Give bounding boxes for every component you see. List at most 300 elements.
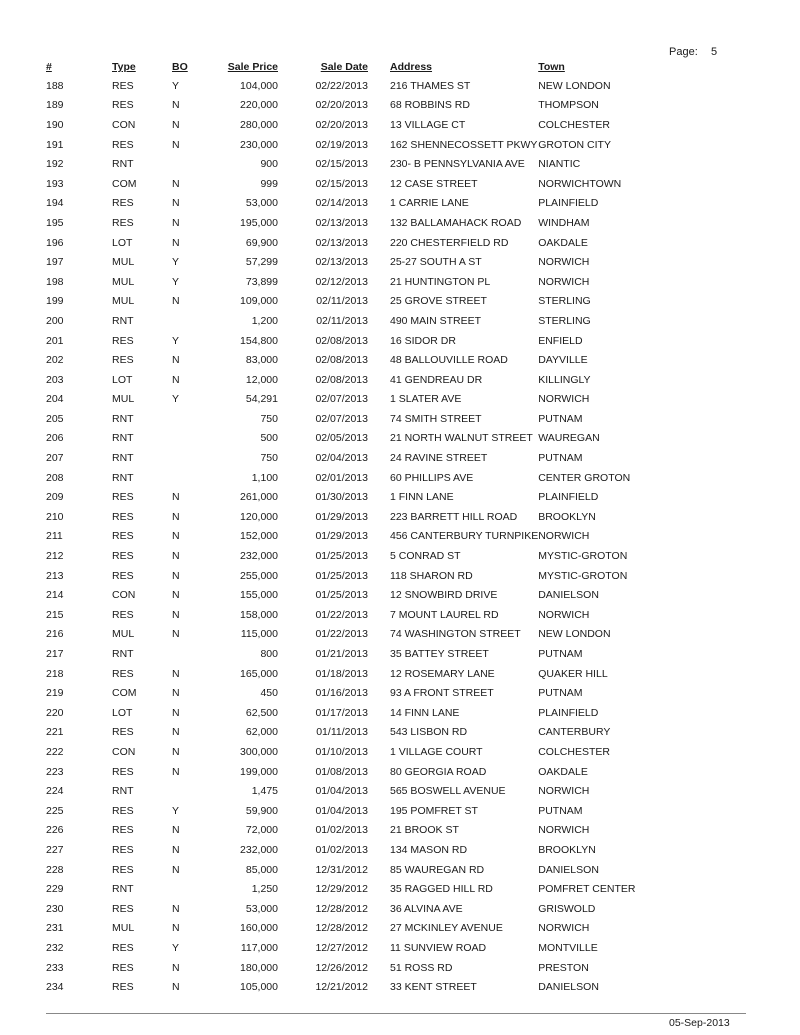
cell-sale-date: 02/19/2013 <box>315 138 368 151</box>
table-row <box>46 115 638 135</box>
cell-sale-price: 109,000 <box>240 295 278 308</box>
cell-type: MUL <box>112 275 135 288</box>
cell-number: 228 <box>46 863 64 876</box>
cell-number: 230 <box>46 902 64 915</box>
cell-address: 48 BALLOUVILLE ROAD <box>390 354 508 367</box>
cell-type: MUL <box>112 628 135 641</box>
column-header-number: # <box>46 61 52 73</box>
cell-address: 80 GEORGIA ROAD <box>390 765 487 778</box>
cell-sale-date: 12/28/2012 <box>315 922 368 935</box>
cell-sale-date: 01/04/2013 <box>315 804 368 817</box>
cell-number: 194 <box>46 197 64 210</box>
cell-address: 35 RAGGED HILL RD <box>390 883 493 896</box>
cell-sale-price: 69,900 <box>245 236 278 249</box>
cell-bo: Y <box>172 804 180 817</box>
cell-address: 21 HUNTINGTON PL <box>390 275 491 288</box>
cell-bo: N <box>172 745 180 758</box>
cell-address: 12 SNOWBIRD DRIVE <box>390 589 498 602</box>
cell-address: 565 BOSWELL AVENUE <box>390 785 506 798</box>
cell-address: 216 THAMES ST <box>390 79 471 92</box>
cell-number: 196 <box>46 236 64 249</box>
cell-sale-price: 160,000 <box>240 922 278 935</box>
cell-type: MUL <box>112 922 135 935</box>
cell-type: RES <box>112 961 134 974</box>
cell-number: 203 <box>46 373 64 386</box>
cell-address: 223 BARRETT HILL ROAD <box>390 510 518 523</box>
cell-type: RES <box>112 726 134 739</box>
cell-type: CON <box>112 589 136 602</box>
cell-sale-price: 59,900 <box>245 804 278 817</box>
cell-type: RES <box>112 863 134 876</box>
cell-town: NEW LONDON <box>538 79 611 92</box>
cell-sale-price: 85,000 <box>245 863 278 876</box>
cell-address: 5 CONRAD ST <box>390 550 461 563</box>
cell-sale-price: 230,000 <box>240 138 278 151</box>
cell-number: 234 <box>46 981 64 994</box>
table-row <box>46 154 638 174</box>
cell-bo <box>172 781 212 801</box>
cell-sale-date: 01/29/2013 <box>315 510 368 523</box>
cell-type: RES <box>112 667 134 680</box>
table-row <box>46 96 638 116</box>
cell-sale-date: 01/11/2013 <box>316 726 368 739</box>
cell-sale-date: 01/17/2013 <box>315 706 368 719</box>
cell-address: 12 ROSEMARY LANE <box>390 667 495 680</box>
table-row <box>46 350 638 370</box>
cell-sale-price: 62,500 <box>245 706 278 719</box>
cell-number: 231 <box>46 922 64 935</box>
cell-town: PUTNAM <box>538 452 583 465</box>
cell-bo: N <box>172 99 180 112</box>
cell-type: RNT <box>112 648 134 661</box>
table-row <box>46 194 638 214</box>
cell-number: 214 <box>46 589 64 602</box>
cell-sale-price: 165,000 <box>240 667 278 680</box>
cell-bo: N <box>172 510 180 523</box>
table-row <box>46 233 638 253</box>
cell-number: 232 <box>46 941 64 954</box>
cell-bo <box>172 644 212 664</box>
sales-table <box>46 58 638 997</box>
cell-number: 195 <box>46 216 64 229</box>
table-row <box>46 252 638 272</box>
cell-type: RES <box>112 510 134 523</box>
cell-sale-price: 53,000 <box>245 197 278 210</box>
column-header-address: Address <box>390 61 433 73</box>
cell-number: 202 <box>46 354 64 367</box>
table-row <box>46 683 638 703</box>
cell-address: 21 BROOK ST <box>390 824 459 837</box>
table-row <box>46 977 638 997</box>
cell-bo: N <box>172 824 180 837</box>
cell-number: 200 <box>46 314 64 327</box>
table-row <box>46 781 638 801</box>
cell-sale-date: 02/20/2013 <box>315 99 368 112</box>
column-header-sale-price: Sale Price <box>227 61 278 73</box>
cell-sale-date: 02/07/2013 <box>315 393 368 406</box>
cell-type: RNT <box>112 785 134 798</box>
cell-town: STERLING <box>538 295 591 308</box>
cell-town: NORWICH <box>538 256 590 269</box>
cell-sale-date: 12/26/2012 <box>315 961 368 974</box>
cell-number: 221 <box>46 726 64 739</box>
cell-sale-price: 199,000 <box>240 765 278 778</box>
cell-town: BROOKLYN <box>538 843 596 856</box>
cell-town: MYSTIC-GROTON <box>538 569 628 582</box>
table-row <box>46 331 638 351</box>
cell-sale-price: 800 <box>260 648 278 661</box>
cell-sale-price: 999 <box>260 177 278 190</box>
cell-type: LOT <box>112 236 133 249</box>
cell-bo: Y <box>172 256 180 269</box>
table-row <box>46 487 638 507</box>
cell-sale-date: 01/22/2013 <box>315 628 368 641</box>
cell-number: 219 <box>46 687 64 700</box>
cell-type: COM <box>112 177 137 190</box>
table-row <box>46 213 638 233</box>
cell-bo <box>172 429 212 449</box>
cell-bo: N <box>172 608 180 621</box>
cell-address: 21 NORTH WALNUT STREET <box>390 432 533 445</box>
cell-number: 210 <box>46 510 64 523</box>
cell-town: PUTNAM <box>538 687 583 700</box>
cell-sale-price: 104,000 <box>240 79 278 92</box>
cell-sale-price: 120,000 <box>240 510 278 523</box>
cell-sale-price: 261,000 <box>240 491 278 504</box>
cell-bo: N <box>172 236 180 249</box>
cell-town: NIANTIC <box>538 158 581 171</box>
cell-sale-date: 02/14/2013 <box>315 197 368 210</box>
cell-type: RES <box>112 138 134 151</box>
cell-address: 24 RAVINE STREET <box>390 452 488 465</box>
cell-number: 215 <box>46 608 64 621</box>
cell-sale-price: 220,000 <box>240 99 278 112</box>
cell-bo <box>172 448 212 468</box>
cell-type: RES <box>112 569 134 582</box>
cell-town: NORWICH <box>538 824 590 837</box>
cell-address: 25-27 SOUTH A ST <box>390 256 482 269</box>
table-row <box>46 840 638 860</box>
cell-bo: N <box>172 726 180 739</box>
table-row <box>46 644 638 664</box>
cell-bo: Y <box>172 941 180 954</box>
cell-town: PLAINFIELD <box>538 706 599 719</box>
cell-bo: N <box>172 765 180 778</box>
cell-number: 218 <box>46 667 64 680</box>
cell-town: STERLING <box>538 314 591 327</box>
cell-type: RES <box>112 197 134 210</box>
cell-number: 217 <box>46 648 64 661</box>
cell-town: THOMPSON <box>538 99 599 112</box>
cell-town: GROTON CITY <box>538 138 611 151</box>
column-header-bo: BO <box>172 61 188 73</box>
cell-sale-date: 01/02/2013 <box>315 843 368 856</box>
cell-address: 68 ROBBINS RD <box>390 99 470 112</box>
cell-address: 543 LISBON RD <box>390 726 468 739</box>
cell-sale-price: 1,475 <box>251 785 278 798</box>
cell-number: 190 <box>46 118 64 131</box>
cell-sale-date: 02/05/2013 <box>315 432 368 445</box>
table-row <box>46 566 638 586</box>
cell-number: 213 <box>46 569 64 582</box>
cell-bo: N <box>172 295 180 308</box>
table-row <box>46 958 638 978</box>
cell-type: MUL <box>112 393 135 406</box>
cell-town: NORWICH <box>538 530 590 543</box>
table-row <box>46 292 638 312</box>
cell-type: RES <box>112 902 134 915</box>
cell-sale-date: 01/29/2013 <box>315 530 368 543</box>
cell-sale-date: 01/25/2013 <box>315 589 368 602</box>
cell-number: 199 <box>46 295 64 308</box>
cell-address: 16 SIDOR DR <box>390 334 456 347</box>
cell-bo: N <box>172 530 180 543</box>
table-row <box>46 507 638 527</box>
cell-type: RES <box>112 530 134 543</box>
cell-bo: N <box>172 628 180 641</box>
table-row <box>46 390 638 410</box>
cell-bo: N <box>172 687 180 700</box>
cell-address: 230- B PENNSYLVANIA AVE <box>390 158 525 171</box>
cell-town: QUAKER HILL <box>538 667 608 680</box>
cell-sale-price: 1,100 <box>251 471 278 484</box>
cell-number: 216 <box>46 628 64 641</box>
cell-town: NORWICH <box>538 785 590 798</box>
cell-number: 209 <box>46 491 64 504</box>
cell-type: CON <box>112 118 136 131</box>
cell-sale-date: 01/08/2013 <box>315 765 368 778</box>
cell-town: DANIELSON <box>538 863 599 876</box>
cell-address: 93 A FRONT STREET <box>390 687 494 700</box>
table-body <box>46 76 638 997</box>
cell-sale-date: 02/01/2013 <box>315 471 368 484</box>
cell-address: 60 PHILLIPS AVE <box>390 471 474 484</box>
cell-type: RES <box>112 354 134 367</box>
cell-type: RES <box>112 608 134 621</box>
cell-sale-date: 12/31/2012 <box>315 863 368 876</box>
cell-sale-price: 450 <box>260 687 278 700</box>
cell-address: 162 SHENNECOSSETT PKWY <box>390 138 538 151</box>
cell-town: PUTNAM <box>538 804 583 817</box>
cell-town: NORWICH <box>538 608 590 621</box>
cell-number: 197 <box>46 256 64 269</box>
cell-sale-date: 01/30/2013 <box>315 491 368 504</box>
cell-sale-price: 900 <box>260 158 278 171</box>
cell-town: PRESTON <box>538 961 589 974</box>
table-row <box>46 664 638 684</box>
cell-number: 212 <box>46 550 64 563</box>
cell-town: MYSTIC-GROTON <box>538 550 628 563</box>
cell-bo <box>172 409 212 429</box>
cell-sale-price: 53,000 <box>245 902 278 915</box>
cell-number: 222 <box>46 745 64 758</box>
column-header-sale-date: Sale Date <box>320 61 368 73</box>
cell-town: NORWICHTOWN <box>538 177 622 190</box>
cell-address: 456 CANTERBURY TURNPIKE <box>390 530 539 543</box>
cell-type: RES <box>112 491 134 504</box>
cell-number: 224 <box>46 785 64 798</box>
cell-town: DAYVILLE <box>538 354 588 367</box>
page-number: 5 <box>711 46 718 58</box>
cell-sale-date: 01/04/2013 <box>315 785 368 798</box>
cell-number: 225 <box>46 804 64 817</box>
cell-bo: N <box>172 118 180 131</box>
cell-bo: N <box>172 981 180 994</box>
cell-bo: N <box>172 138 180 151</box>
cell-town: NORWICH <box>538 393 590 406</box>
cell-number: 188 <box>46 79 64 92</box>
cell-town: DANIELSON <box>538 589 599 602</box>
cell-number: 233 <box>46 961 64 974</box>
cell-type: RNT <box>112 412 134 425</box>
cell-sale-date: 02/15/2013 <box>315 177 368 190</box>
table-row <box>46 899 638 919</box>
cell-type: RES <box>112 216 134 229</box>
cell-bo <box>172 311 212 331</box>
cell-type: RES <box>112 981 134 994</box>
cell-number: 191 <box>46 138 64 151</box>
cell-sale-date: 02/20/2013 <box>315 118 368 131</box>
table-row <box>46 272 638 292</box>
cell-sale-date: 02/08/2013 <box>315 354 368 367</box>
column-header-town: Town <box>538 61 565 73</box>
table-row <box>46 821 638 841</box>
cell-sale-price: 232,000 <box>240 843 278 856</box>
cell-type: RES <box>112 941 134 954</box>
cell-address: 220 CHESTERFIELD RD <box>390 236 509 249</box>
cell-address: 11 SUNVIEW ROAD <box>390 941 487 954</box>
cell-sale-date: 02/13/2013 <box>315 216 368 229</box>
cell-address: 74 WASHINGTON STREET <box>390 628 521 641</box>
cell-sale-price: 12,000 <box>245 373 278 386</box>
cell-address: 74 SMITH STREET <box>390 412 482 425</box>
cell-sale-date: 02/11/2013 <box>316 295 368 308</box>
table-row <box>46 429 638 449</box>
cell-type: RNT <box>112 452 134 465</box>
cell-address: 85 WAUREGAN RD <box>390 863 485 876</box>
table-row <box>46 409 638 429</box>
cell-bo <box>172 879 212 899</box>
cell-bo: N <box>172 863 180 876</box>
cell-town: PLAINFIELD <box>538 197 599 210</box>
cell-type: RNT <box>112 471 134 484</box>
cell-sale-date: 12/29/2012 <box>315 883 368 896</box>
cell-sale-price: 158,000 <box>240 608 278 621</box>
cell-address: 7 MOUNT LAUREL RD <box>390 608 499 621</box>
cell-sale-price: 155,000 <box>240 589 278 602</box>
cell-sale-price: 62,000 <box>245 726 278 739</box>
table-row <box>46 174 638 194</box>
cell-sale-price: 117,000 <box>240 941 278 954</box>
cell-number: 204 <box>46 393 64 406</box>
cell-type: RES <box>112 824 134 837</box>
cell-number: 208 <box>46 471 64 484</box>
cell-bo: N <box>172 961 180 974</box>
cell-number: 229 <box>46 883 64 896</box>
cell-sale-date: 01/16/2013 <box>315 687 368 700</box>
cell-sale-date: 02/13/2013 <box>315 256 368 269</box>
cell-sale-price: 57,299 <box>245 256 278 269</box>
cell-bo: Y <box>172 79 180 92</box>
cell-type: LOT <box>112 706 133 719</box>
cell-number: 223 <box>46 765 64 778</box>
cell-town: MONTVILLE <box>538 941 598 954</box>
table-row <box>46 703 638 723</box>
table-row <box>46 311 638 331</box>
cell-type: RNT <box>112 158 134 171</box>
cell-address: 13 VILLAGE CT <box>390 118 466 131</box>
cell-type: RNT <box>112 883 134 896</box>
cell-sale-price: 750 <box>260 412 278 425</box>
cell-sale-date: 01/02/2013 <box>315 824 368 837</box>
cell-address: 12 CASE STREET <box>390 177 478 190</box>
cell-number: 201 <box>46 334 64 347</box>
cell-sale-date: 02/04/2013 <box>315 452 368 465</box>
table-row <box>46 919 638 939</box>
cell-address: 132 BALLAMAHACK ROAD <box>390 216 522 229</box>
cell-town: OAKDALE <box>538 765 588 778</box>
cell-sale-price: 195,000 <box>240 216 278 229</box>
cell-town: PUTNAM <box>538 648 583 661</box>
page-label: Page: <box>669 46 698 58</box>
cell-bo: N <box>172 216 180 229</box>
cell-address: 35 BATTEY STREET <box>390 648 489 661</box>
cell-bo: N <box>172 177 180 190</box>
cell-address: 27 MCKINLEY AVENUE <box>390 922 503 935</box>
cell-bo: Y <box>172 334 180 347</box>
cell-type: RES <box>112 843 134 856</box>
cell-town: NORWICH <box>538 275 590 288</box>
cell-sale-price: 105,000 <box>240 981 278 994</box>
cell-sale-price: 1,200 <box>251 314 278 327</box>
cell-number: 206 <box>46 432 64 445</box>
cell-sale-date: 02/08/2013 <box>315 373 368 386</box>
cell-type: RES <box>112 804 134 817</box>
cell-address: 118 SHARON RD <box>390 569 473 582</box>
cell-address: 1 VILLAGE COURT <box>390 745 483 758</box>
cell-type: RES <box>112 99 134 112</box>
cell-number: 193 <box>46 177 64 190</box>
cell-address: 36 ALVINA AVE <box>390 902 463 915</box>
cell-town: NORWICH <box>538 922 590 935</box>
cell-sale-price: 255,000 <box>240 569 278 582</box>
cell-sale-date: 02/11/2013 <box>316 314 368 327</box>
table-row <box>46 527 638 547</box>
cell-sale-price: 500 <box>260 432 278 445</box>
cell-type: RES <box>112 765 134 778</box>
table-row <box>46 585 638 605</box>
cell-address: 195 POMFRET ST <box>390 804 478 817</box>
cell-address: 51 ROSS RD <box>390 961 453 974</box>
cell-town: GRISWOLD <box>538 902 596 915</box>
cell-sale-date: 02/22/2013 <box>315 79 368 92</box>
cell-sale-date: 01/22/2013 <box>315 608 368 621</box>
cell-sale-price: 1,250 <box>251 883 278 896</box>
column-header-type: Type <box>112 61 136 73</box>
cell-sale-date: 02/15/2013 <box>315 158 368 171</box>
cell-sale-date: 02/12/2013 <box>315 275 368 288</box>
cell-town: OAKDALE <box>538 236 588 249</box>
cell-bo: N <box>172 491 180 504</box>
table-row <box>46 605 638 625</box>
cell-sale-date: 12/27/2012 <box>315 941 368 954</box>
cell-sale-date: 01/25/2013 <box>315 569 368 582</box>
cell-sale-price: 154,800 <box>240 334 278 347</box>
cell-type: RES <box>112 334 134 347</box>
cell-number: 211 <box>46 530 63 543</box>
cell-sale-price: 232,000 <box>240 550 278 563</box>
cell-bo: N <box>172 922 180 935</box>
